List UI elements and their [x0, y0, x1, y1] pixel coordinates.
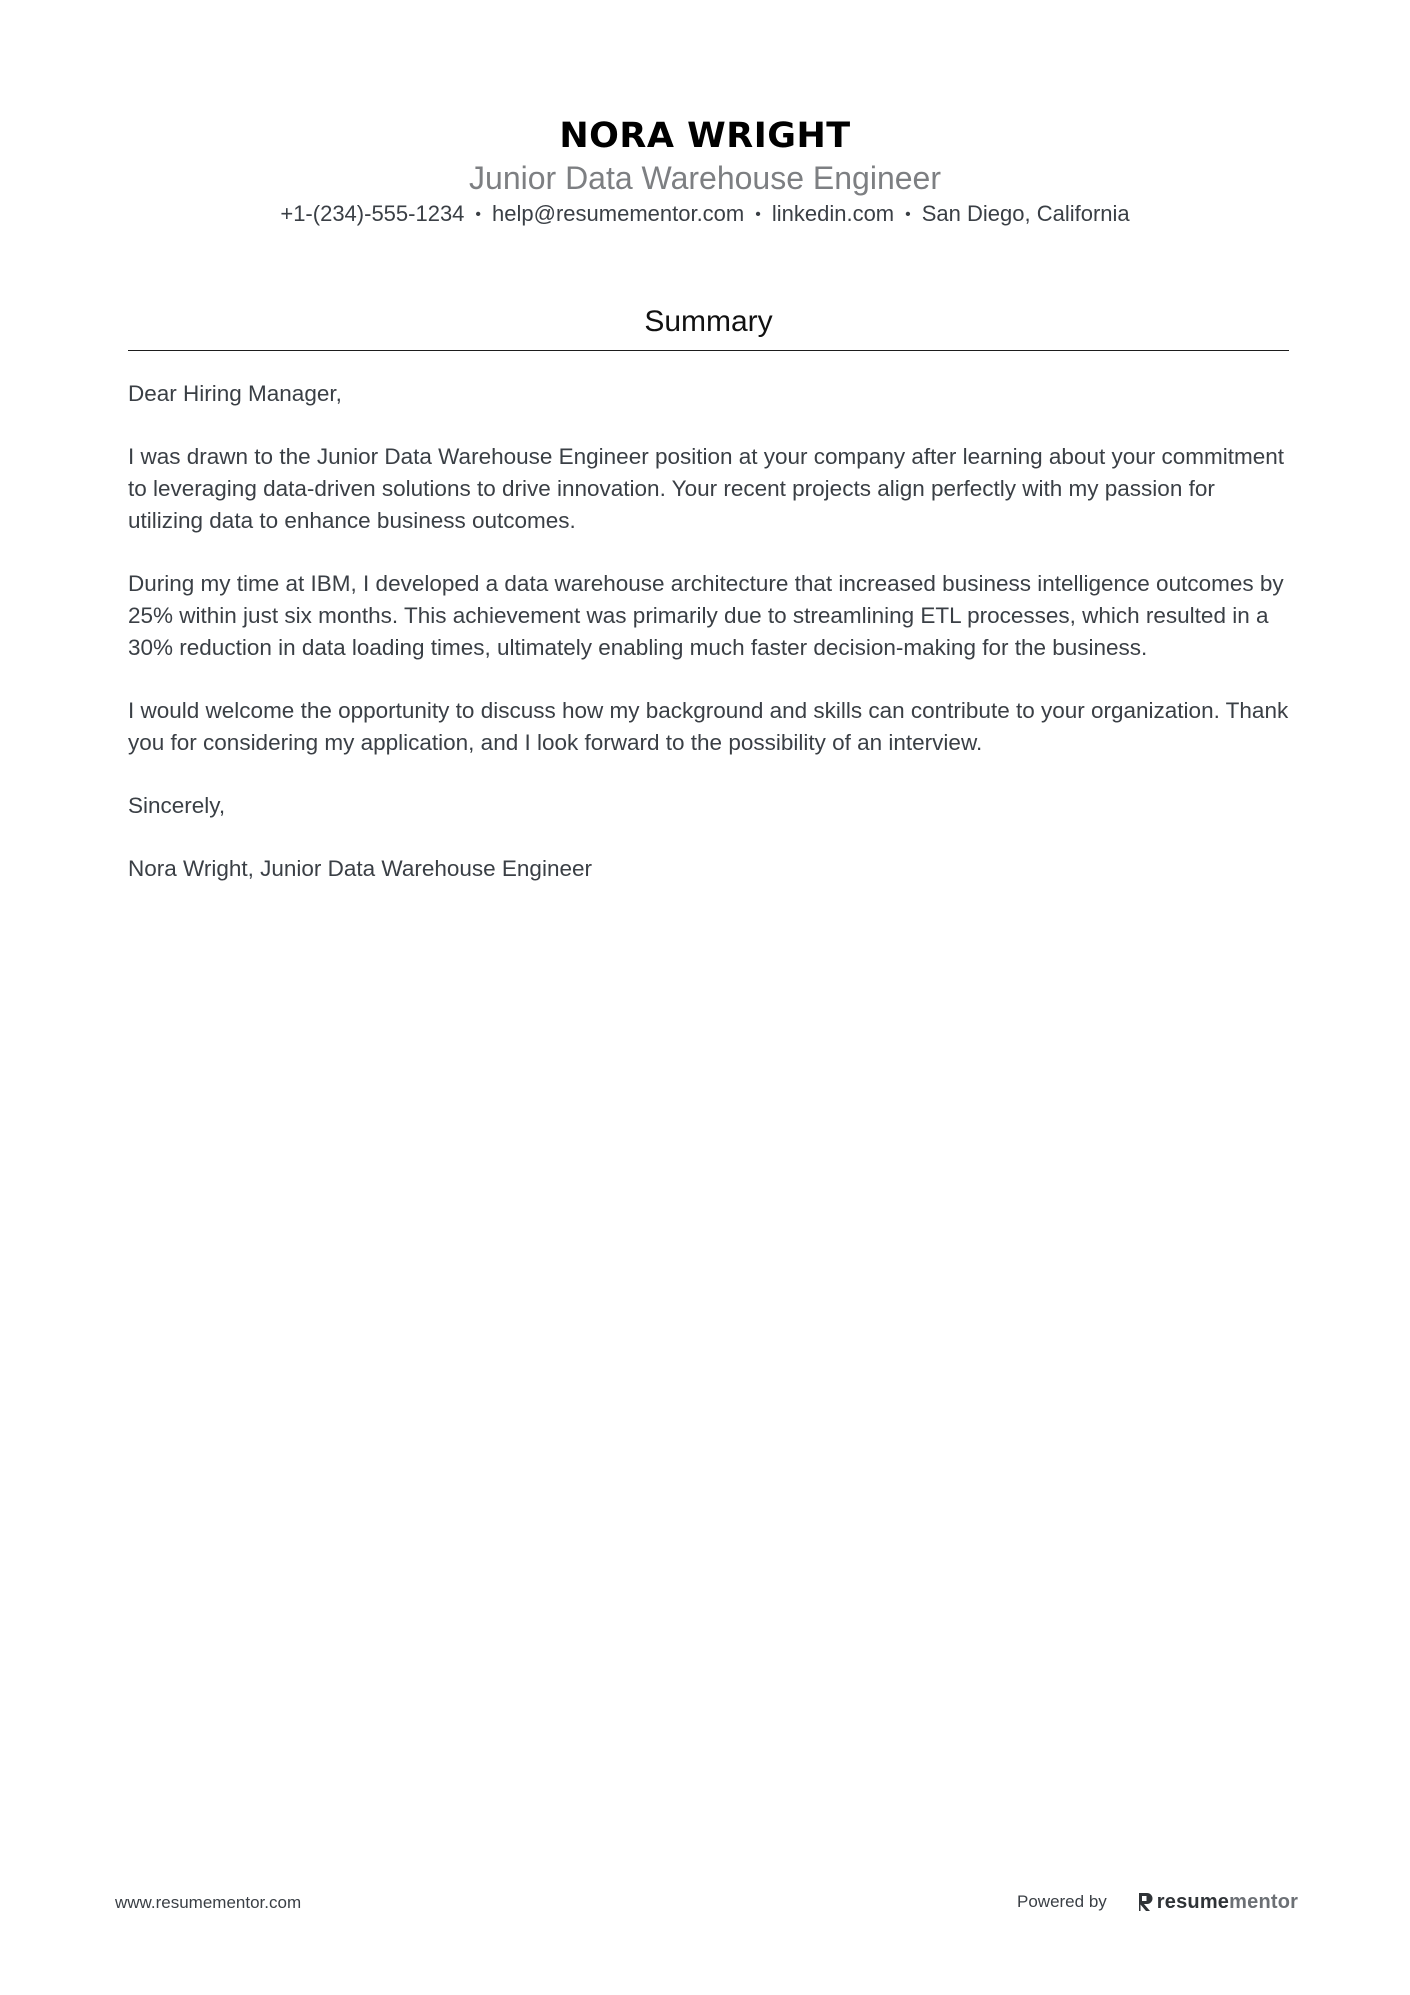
candidate-job-title: Junior Data Warehouse Engineer	[469, 160, 941, 196]
contact-linkedin[interactable]: linkedin.com	[771, 201, 895, 226]
letter-signature: Nora Wright, Junior Data Warehouse Engineer	[128, 856, 592, 882]
resumementor-logo[interactable]	[1137, 1891, 1298, 1914]
contact-location: San Diego, California	[921, 201, 1130, 226]
powered-by-label: Powered by	[1017, 1892, 1107, 1911]
contact-separator: •	[475, 206, 482, 223]
letter-paragraph-3: I would welcome the opportunity to discuss how my background and skills can contribute to your organization. Thank you for considering my application, and I look forward to the possibility of an interview.	[128, 697, 1289, 755]
contact-phone: +1-(234)-555-1234	[280, 201, 465, 226]
document-header	[0, 112, 1410, 229]
letter-paragraph-2: During my time at IBM, I developed a data warehouse architecture that increased business intelligence outcomes by 25% within just six months. This achievement was primarily due to streamlining ETL processes, which resulted in a 30% reduction in data loading times, ultimately enabling much faster decision-making for the business.	[128, 571, 1284, 660]
resumementor-logo-text: resumementor	[1156, 1890, 1299, 1913]
footer-website-link[interactable]: www.resumementor.com	[115, 1893, 302, 1912]
letter-paragraph-1: I was drawn to the Junior Data Warehouse Engineer position at your company after learning about your commitment to leveraging data-driven solutions to drive innovation. Your recent projects align perfectly with my passion for utilizing data to enhance business outcomes.	[128, 444, 1285, 533]
letter-closing: Sincerely,	[128, 793, 226, 819]
letter-salutation: Dear Hiring Manager,	[128, 381, 342, 406]
contact-separator: •	[905, 206, 911, 223]
section-heading-summary: Summary	[644, 305, 773, 338]
contact-email[interactable]: help@resumementor.com	[492, 201, 745, 226]
candidate-name: NORA WRIGHT	[559, 116, 851, 156]
contact-separator: •	[755, 206, 761, 223]
footer-powered-by	[1017, 1889, 1298, 1915]
section-divider	[128, 350, 1289, 351]
cover-letter-body	[128, 378, 1292, 917]
resumementor-logo-icon	[1137, 1892, 1154, 1912]
contact-line	[0, 200, 1410, 229]
